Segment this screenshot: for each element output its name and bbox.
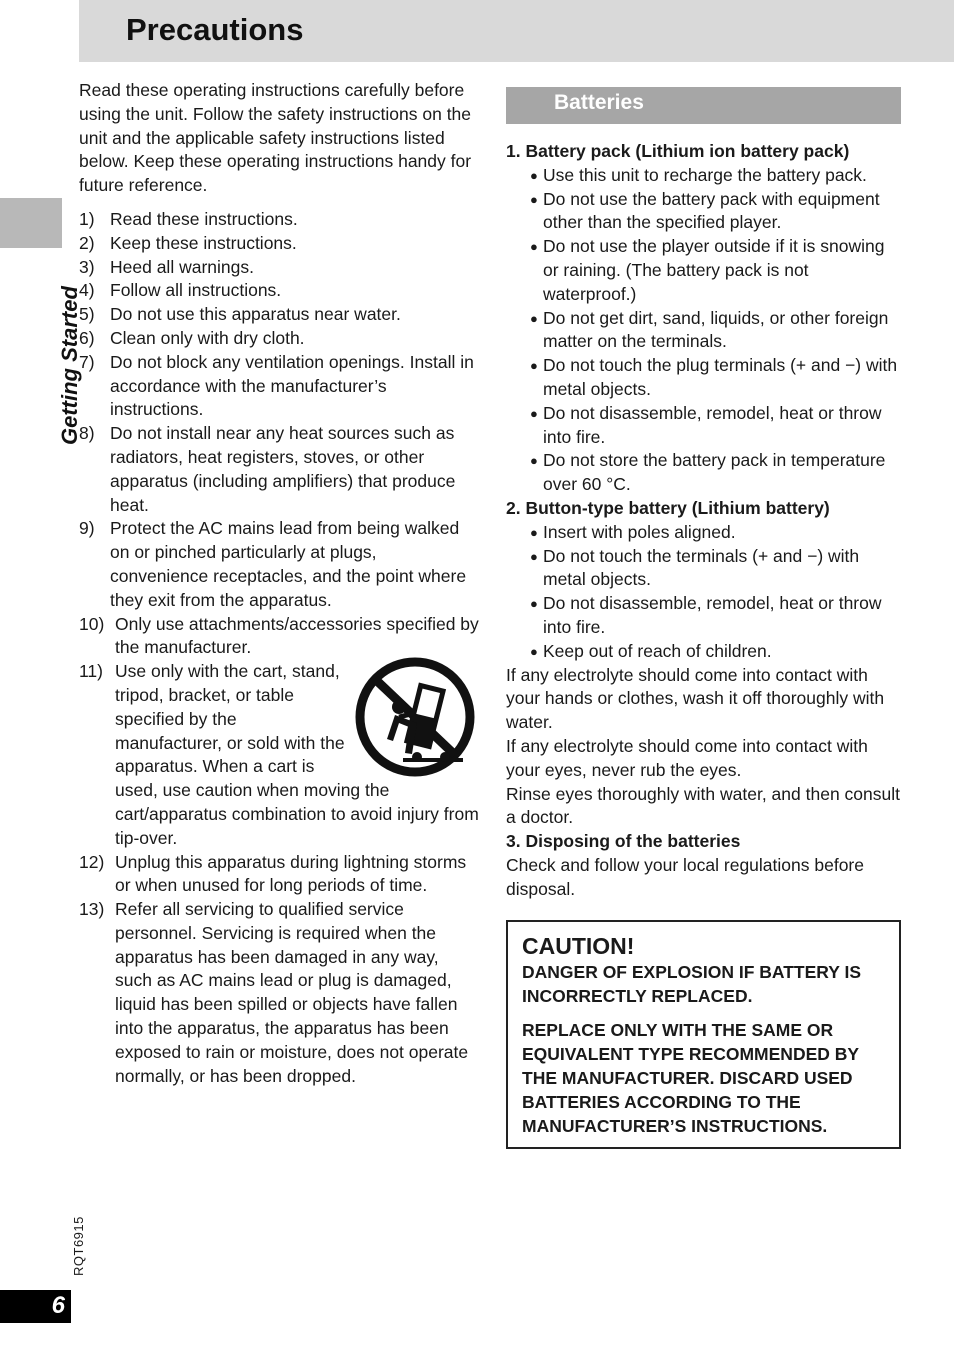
item-text: Refer all servicing to qualified service personnel. Servicing is required when the apparatus has been damaged in any way, such as AC mains lead or plug is damaged, liquid has been spilled or objects have fallen into the apparatus, the apparatus has been exposed to rain or moisture, does not operate normally, or has been dropped. xyxy=(115,899,469,1086)
safety-instructions-list xyxy=(79,208,479,1088)
instruction-item xyxy=(79,351,479,422)
battery-pack-bullet xyxy=(506,235,901,306)
item-number: 11) xyxy=(79,661,103,682)
item-number: 1) xyxy=(79,208,95,229)
bullet-dot: ● xyxy=(530,596,538,612)
button-battery-bullet xyxy=(506,545,901,593)
bullet-dot: ● xyxy=(530,548,538,564)
bullet-dot: ● xyxy=(530,358,538,374)
item-text: Clean only with dry cloth. xyxy=(110,327,305,348)
item-number: 4) xyxy=(79,280,95,301)
disposal-heading: 3. Disposing of the batteries xyxy=(506,831,741,852)
battery-pack-heading: 1. Battery pack (Lithium ion battery pack) xyxy=(506,141,850,161)
item-text: Follow all instructions. xyxy=(110,280,282,301)
item-number: 2) xyxy=(79,232,95,253)
instruction-item xyxy=(79,898,479,1088)
section-side-label: Getting Started xyxy=(57,286,82,445)
caution-explosion-warning: DANGER OF EXPLOSION IF BATTERY IS INCORRECTLY REPLACED. xyxy=(522,961,862,1006)
bullet-text: Do not touch the terminals (+ and −) with metal objects. xyxy=(543,545,860,590)
document-code: RQT6915 xyxy=(71,1216,86,1276)
item-text: Unplug this apparatus during lightning storms or when unused for long periods of time. xyxy=(115,851,467,896)
battery-pack-bullet xyxy=(506,354,901,402)
left-column xyxy=(79,79,479,1088)
bullet-dot: ● xyxy=(530,310,538,326)
item-text: Protect the AC mains lead from being walked on or pinched particularly at plugs, convenience receptacles, and the point where they exit from the apparatus. xyxy=(110,518,467,610)
caution-box xyxy=(506,920,901,1149)
item-text: Read these instructions. xyxy=(110,208,298,229)
item-text: Do not install near any heat sources such as radiators, heat registers, stoves, or other apparatus (including amplifiers) that produce heat. xyxy=(110,423,456,515)
item-text: Do not block any ventilation openings. Install in accordance with the manufacturer’s instructions. xyxy=(110,351,474,420)
battery-pack-bullet xyxy=(506,449,901,497)
rinse-eyes-text: Rinse eyes thoroughly with water, and then consult a doctor. xyxy=(506,783,900,828)
instruction-item xyxy=(79,303,479,327)
instruction-item xyxy=(79,660,479,850)
bullet-text: Do not store the battery pack in temperature over 60 °C. xyxy=(543,450,886,495)
bullet-text: Insert with poles aligned. xyxy=(543,521,736,542)
instruction-item xyxy=(79,422,479,517)
item-number: 12) xyxy=(79,851,105,872)
battery-pack-bullet xyxy=(506,402,901,450)
bullet-dot: ● xyxy=(530,239,538,255)
item-number: 8) xyxy=(79,423,95,444)
instruction-item xyxy=(79,208,479,232)
button-battery-bullet xyxy=(506,592,901,640)
item-text: Use only with the cart, stand, tripod, bracket, or table specified by the manufacturer, or sold with the apparatus. When a cart is used, use caution when moving the cart/apparatus combination to avoid injury from tip-over. xyxy=(115,661,479,848)
item-text: Do not use this apparatus near water. xyxy=(110,304,401,325)
page-number: 6 xyxy=(51,1292,65,1319)
button-battery-bullet xyxy=(506,521,901,545)
item-number: 10) xyxy=(79,613,105,634)
battery-pack-bullet xyxy=(506,307,901,355)
bullet-text: Use this unit to recharge the battery pack. xyxy=(543,164,867,185)
electrolyte-eyes-text: If any electrolyte should come into contact with your eyes, never rub the eyes. xyxy=(506,735,868,780)
right-column xyxy=(506,87,901,1149)
instruction-item xyxy=(79,613,479,661)
bullet-dot: ● xyxy=(530,405,538,421)
disposal-text: Check and follow your local regulations before disposal. xyxy=(506,854,864,899)
bullet-text: Do not disassemble, remodel, heat or throw into fire. xyxy=(543,402,882,447)
bullet-text: Do not disassemble, remodel, heat or throw into fire. xyxy=(543,593,882,637)
item-number: 13) xyxy=(79,899,105,920)
instruction-item xyxy=(79,232,479,256)
bullet-text: Do not touch the plug terminals (+ and −) with metal objects. xyxy=(543,355,898,399)
item-text: Heed all warnings. xyxy=(110,256,254,277)
caution-title: CAUTION! xyxy=(522,932,635,959)
item-text: Only use attachments/accessories specified by the manufacturer. xyxy=(115,613,479,658)
item-number: 7) xyxy=(79,351,95,372)
bullet-text: Do not use the battery pack with equipment other than the specified player. xyxy=(543,188,880,233)
side-tab-marker xyxy=(0,198,62,248)
battery-pack-bullet xyxy=(506,188,901,236)
bullet-dot: ● xyxy=(530,167,538,183)
instruction-item xyxy=(79,517,479,612)
instruction-item xyxy=(79,256,479,280)
intro-paragraph: Read these operating instructions carefully before using the unit. Follow the safety instructions on the unit and the applicable safety instructions listed below. Keep these operating instructions handy for future reference. xyxy=(79,80,472,196)
instruction-item xyxy=(79,327,479,351)
page-number-box xyxy=(0,1290,71,1323)
title-bar xyxy=(79,0,954,62)
button-battery-bullet xyxy=(506,640,901,664)
item-number: 9) xyxy=(79,518,95,539)
bullet-dot: ● xyxy=(530,524,538,540)
instruction-item xyxy=(79,851,479,899)
battery-pack-bullet xyxy=(506,164,901,188)
bullet-text: Do not get dirt, sand, liquids, or other foreign matter on the terminals. xyxy=(543,307,889,352)
bullet-dot: ● xyxy=(530,453,538,469)
cart-tip-over-warning-icon xyxy=(355,657,475,777)
electrolyte-hands-text: If any electrolyte should come into contact with your hands or clothes, wash it off thoroughly with water. xyxy=(506,664,885,733)
bullet-text: Do not use the player outside if it is snowing or raining. (The battery pack is not waterproof.) xyxy=(543,236,885,304)
item-number: 3) xyxy=(79,256,95,277)
item-number: 5) xyxy=(79,304,95,325)
item-number: 6) xyxy=(79,327,95,348)
batteries-heading-bar xyxy=(506,87,901,124)
bullet-dot: ● xyxy=(530,643,538,659)
button-battery-heading: 2. Button-type battery (Lithium battery) xyxy=(506,497,830,518)
item-text: Keep these instructions. xyxy=(110,232,297,253)
batteries-heading: Batteries xyxy=(554,91,644,114)
bullet-text: Keep out of reach of children. xyxy=(543,640,772,661)
instruction-item xyxy=(79,279,479,303)
page-title: Precautions xyxy=(126,12,304,47)
bullet-dot: ● xyxy=(530,191,538,207)
caution-replacement-instructions: REPLACE ONLY WITH THE SAME OR EQUIVALENT TYPE RECOMMENDED BY THE MANUFACTURER. DISCARD USED BATTERIES ACCORDING TO THE MANUFACTURER’S INSTRUCTIONS. xyxy=(522,1019,859,1136)
